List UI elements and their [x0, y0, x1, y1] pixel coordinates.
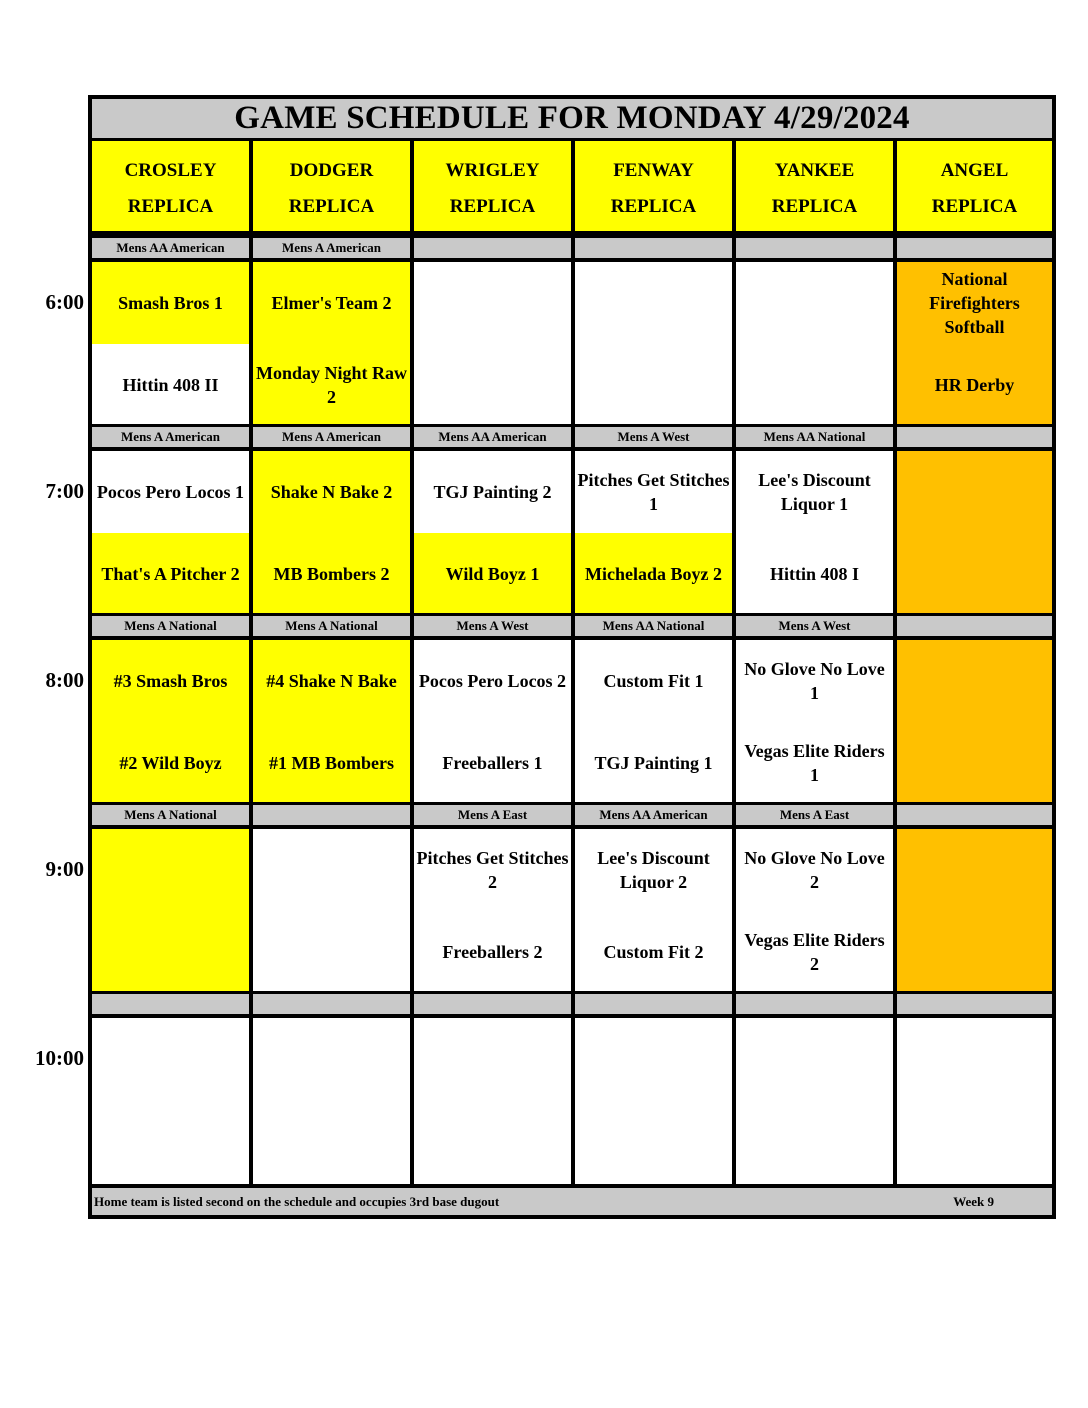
home-team [897, 722, 1052, 802]
field-sub: REPLICA [127, 196, 214, 217]
division-label: Mens A National [253, 616, 410, 636]
away-team: No Glove No Love 2 [744, 848, 885, 892]
field-header [575, 141, 732, 231]
away-team: Pocos Pero Locos 1 [92, 451, 249, 533]
away-team: Elmer's Team 2 [271, 293, 392, 313]
home-team [253, 1100, 410, 1182]
division-label: Mens A American [253, 427, 410, 447]
division-label: Mens A National [92, 805, 249, 825]
game-slot [575, 451, 732, 613]
game-slot [414, 640, 571, 802]
home-team: That's A Pitcher 2 [101, 564, 240, 584]
away-team: Lee's Discount Liquor 1 [758, 470, 871, 514]
away-team [253, 1018, 410, 1100]
home-team [575, 1100, 732, 1182]
home-team: Michelada Boyz 2 [585, 564, 722, 584]
game-slot [897, 451, 1052, 613]
home-team [736, 1100, 893, 1182]
away-team [414, 1018, 571, 1100]
home-team: Hittin 408 II [122, 375, 219, 395]
game-slot [575, 262, 732, 424]
division-label: Mens A West [736, 616, 893, 636]
division-label [736, 994, 893, 1014]
division-label [414, 238, 571, 258]
game-slot [414, 451, 571, 613]
away-team [575, 1018, 732, 1100]
division-label [897, 994, 1052, 1014]
away-team: Shake N Bake 2 [270, 482, 393, 502]
field-name: ANGEL [940, 160, 1009, 181]
away-team [414, 262, 571, 344]
division-label [897, 616, 1052, 636]
away-team [897, 640, 1052, 722]
week-label: Week 9 [953, 1193, 994, 1209]
division-label [253, 994, 410, 1014]
game-slot [736, 829, 893, 991]
division-label: Mens A East [736, 805, 893, 825]
division-label [736, 238, 893, 258]
division-label [575, 994, 732, 1014]
home-team: Freeballers 1 [442, 753, 543, 773]
field-header [414, 141, 571, 231]
away-team: Lee's Discount Liquor 2 [597, 848, 710, 892]
away-team [897, 451, 1052, 533]
away-team: Pitches Get Stitches 2 [416, 848, 569, 892]
field-header [92, 141, 249, 231]
away-team [897, 829, 1052, 911]
game-slot [414, 829, 571, 991]
division-label: Mens A West [414, 616, 571, 636]
division-label [92, 994, 249, 1014]
away-team [736, 1018, 893, 1100]
game-slot [92, 829, 249, 991]
home-team: Wild Boyz 1 [445, 564, 540, 584]
home-team [92, 1100, 249, 1182]
home-team: HR Derby [934, 375, 1015, 395]
division-label: Mens AA American [575, 805, 732, 825]
game-slot [92, 262, 249, 424]
division-label [897, 427, 1052, 447]
home-team [414, 1100, 571, 1182]
away-team: #4 Shake N Bake [266, 671, 397, 691]
game-slot [414, 262, 571, 424]
field-name: DODGER [289, 160, 374, 181]
time-label: 6:00 [45, 290, 84, 314]
game-slot [897, 640, 1052, 802]
division-label [897, 805, 1052, 825]
away-team [92, 1018, 249, 1100]
away-team: TGJ Painting 2 [414, 451, 571, 533]
field-name: YANKEE [774, 160, 855, 181]
away-team [253, 829, 410, 911]
game-slot [253, 640, 410, 802]
home-team [253, 911, 410, 991]
home-team [897, 533, 1052, 613]
division-label: Mens A National [92, 616, 249, 636]
division-label [414, 994, 571, 1014]
home-team: #2 Wild Boyz [119, 753, 222, 773]
field-sub: REPLICA [771, 196, 858, 217]
division-label: Mens AA American [414, 427, 571, 447]
game-slot [736, 262, 893, 424]
game-slot [253, 451, 410, 613]
away-team [736, 262, 893, 344]
time-label: 9:00 [45, 857, 84, 881]
field-name: WRIGLEY [445, 160, 540, 181]
division-label: Mens A East [414, 805, 571, 825]
field-sub: REPLICA [610, 196, 697, 217]
game-slot [575, 829, 732, 991]
home-team-note: Home team is listed second on the schedule and occupies 3rd base dugout [94, 1193, 500, 1209]
schedule-title: GAME SCHEDULE FOR MONDAY 4/29/2024 [92, 99, 1052, 138]
field-header [253, 141, 410, 231]
home-team [736, 344, 893, 424]
schedule-footer [92, 1188, 1052, 1215]
game-slot [253, 262, 410, 424]
game-slot [897, 1018, 1052, 1184]
game-slot [92, 640, 249, 802]
field-sub: REPLICA [288, 196, 375, 217]
game-slot [736, 1018, 893, 1184]
field-header [736, 141, 893, 231]
game-slot [92, 1018, 249, 1184]
game-slot [736, 640, 893, 802]
division-label [253, 805, 410, 825]
home-team [92, 911, 249, 991]
away-team [575, 262, 732, 344]
home-team: Freeballers 2 [442, 942, 543, 962]
time-label: 8:00 [45, 668, 84, 692]
game-slot [897, 262, 1052, 424]
division-label: Mens A American [253, 238, 410, 258]
time-label: 7:00 [45, 479, 84, 503]
home-team: #1 MB Bombers [269, 753, 394, 773]
away-team: No Glove No Love 1 [744, 659, 885, 703]
game-slot [897, 829, 1052, 991]
division-label: Mens A American [92, 427, 249, 447]
field-name: CROSLEY [124, 160, 217, 181]
home-team: Vegas Elite Riders 2 [744, 930, 885, 974]
home-team: MB Bombers 2 [273, 564, 390, 584]
division-label: Mens AA National [736, 427, 893, 447]
home-team [575, 344, 732, 424]
away-team: Pitches Get Stitches 1 [575, 451, 732, 533]
field-header [897, 141, 1052, 231]
away-team [92, 829, 249, 911]
home-team: Hittin 408 I [769, 564, 859, 584]
field-sub: REPLICA [931, 196, 1018, 217]
game-slot [253, 1018, 410, 1184]
game-slot [253, 829, 410, 991]
game-slot [575, 640, 732, 802]
division-label: Mens AA American [92, 238, 249, 258]
division-label [897, 238, 1052, 258]
field-name: FENWAY [613, 160, 694, 181]
schedule-table [88, 95, 1056, 1219]
division-label: Mens AA National [575, 616, 732, 636]
home-team: Monday Night Raw 2 [255, 363, 407, 407]
away-team: #3 Smash Bros [113, 671, 228, 691]
division-label [575, 238, 732, 258]
away-team: Custom Fit 1 [603, 671, 704, 691]
home-team [897, 1100, 1052, 1182]
game-slot [92, 451, 249, 613]
game-slot [575, 1018, 732, 1184]
home-team: Custom Fit 2 [603, 942, 704, 962]
home-team: Vegas Elite Riders 1 [744, 741, 885, 785]
away-team: National Firefighters Softball [929, 269, 1020, 337]
home-team [897, 911, 1052, 991]
home-team [414, 344, 571, 424]
game-slot [736, 451, 893, 613]
game-slot [414, 1018, 571, 1184]
time-label: 10:00 [35, 1046, 84, 1070]
away-team: Pocos Pero Locos 2 [418, 671, 567, 691]
home-team: TGJ Painting 1 [594, 753, 713, 773]
division-label: Mens A West [575, 427, 732, 447]
away-team: Smash Bros 1 [92, 262, 249, 344]
away-team [897, 1018, 1052, 1100]
field-sub: REPLICA [449, 196, 536, 217]
